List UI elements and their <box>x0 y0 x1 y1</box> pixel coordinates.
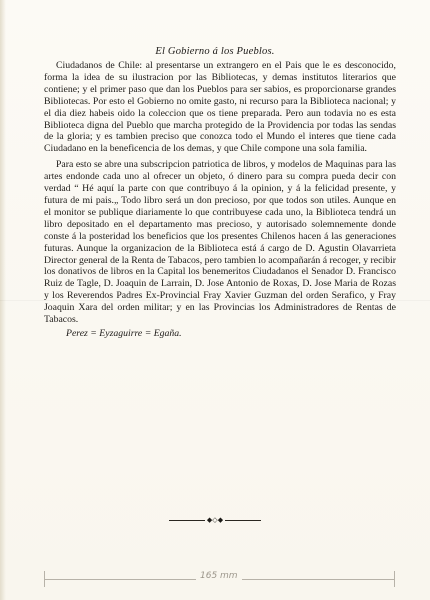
signature-line: Perez = Eyzaguirre = Egaña. <box>66 327 182 339</box>
document-heading: El Gobierno á los Pueblos. <box>155 46 275 57</box>
measure-label: 165 mm <box>196 571 242 581</box>
paragraph-subscription-text: Para esto se abre una subscripcion patriotica de libros, y modelos de Maquinas para las artes endonde cada uno al ofrecer un objeto, ó dinero para su compra pueda decir con verdad “ Hé aquí la parte con que contribuyo á la opinion, y á la felicidad presente, y futura de mi pais.„ Todo libro será un don precioso, por que todos son utiles. Aunque en el monitor se publique diariamente lo que contribuyese cada uno, la Biblioteca tendrá un libro depositado en el departamento mas precioso, y autorisado solemnemente donde conste á la posteridad los beneficios que los presentes Chilenos hacen á las generaciones futuras. Aunque la organizacion de la Biblioteca está á cargo de D. Agustin Olavarrieta Director general de la Renta de Tabacos, pero tambien lo acompañarán á recoger, y recibir los donativos de libros en la Capital los benemeritos Ciudadanos el Senador D. Francisco Ruiz de Tagle, D. Joaquin de Larrain, D. Jose Antonio de Roxas, D. Jose Maria de Rozas y los Reverendos Padres Ex-Provincial Fray Xavier Guzman del orden Serafico, y Fray Joaquin Xara del orden militar; y en las Provincias los Administradores de Rentas de Tabacos. <box>44 159 396 326</box>
ornament-dash-left <box>169 520 205 521</box>
measure-tick-right <box>394 571 395 587</box>
ornament-knot-icon: ◆◇◆ <box>206 516 224 525</box>
document-body <box>44 60 396 340</box>
decorative-rule <box>0 516 430 524</box>
paragraph-citizens: Ciudadanos de Chile: al presentarse un extrangero en el Pais que le es desconocido, forma la idea de su ilustracion por las Bibliotecas, y demas institutos literarios que contiene; y el primer paso que dan los Pueblos para ser sabios, es proporcionarse grandes Bibliotecas. Por esto el Gobierno no omite gasto, ni recurso para la Biblioteca nacional; y el dia diez habeis oido la coleccion que os tiene preparada. Pero aun todavia no es esta Biblioteca digna del Pueblo que marcha protegido de la Providencia por todas las sendas de la gloria; y es tambien preciso que conozca todo el Mundo el interes que tiene cada Ciudadano en la beneficencia de los demas, y que Chile compone una sola familia. <box>44 60 396 155</box>
paragraph-subscription <box>44 159 396 340</box>
ornament-dash-right <box>225 520 261 521</box>
scale-measurement <box>44 571 394 587</box>
